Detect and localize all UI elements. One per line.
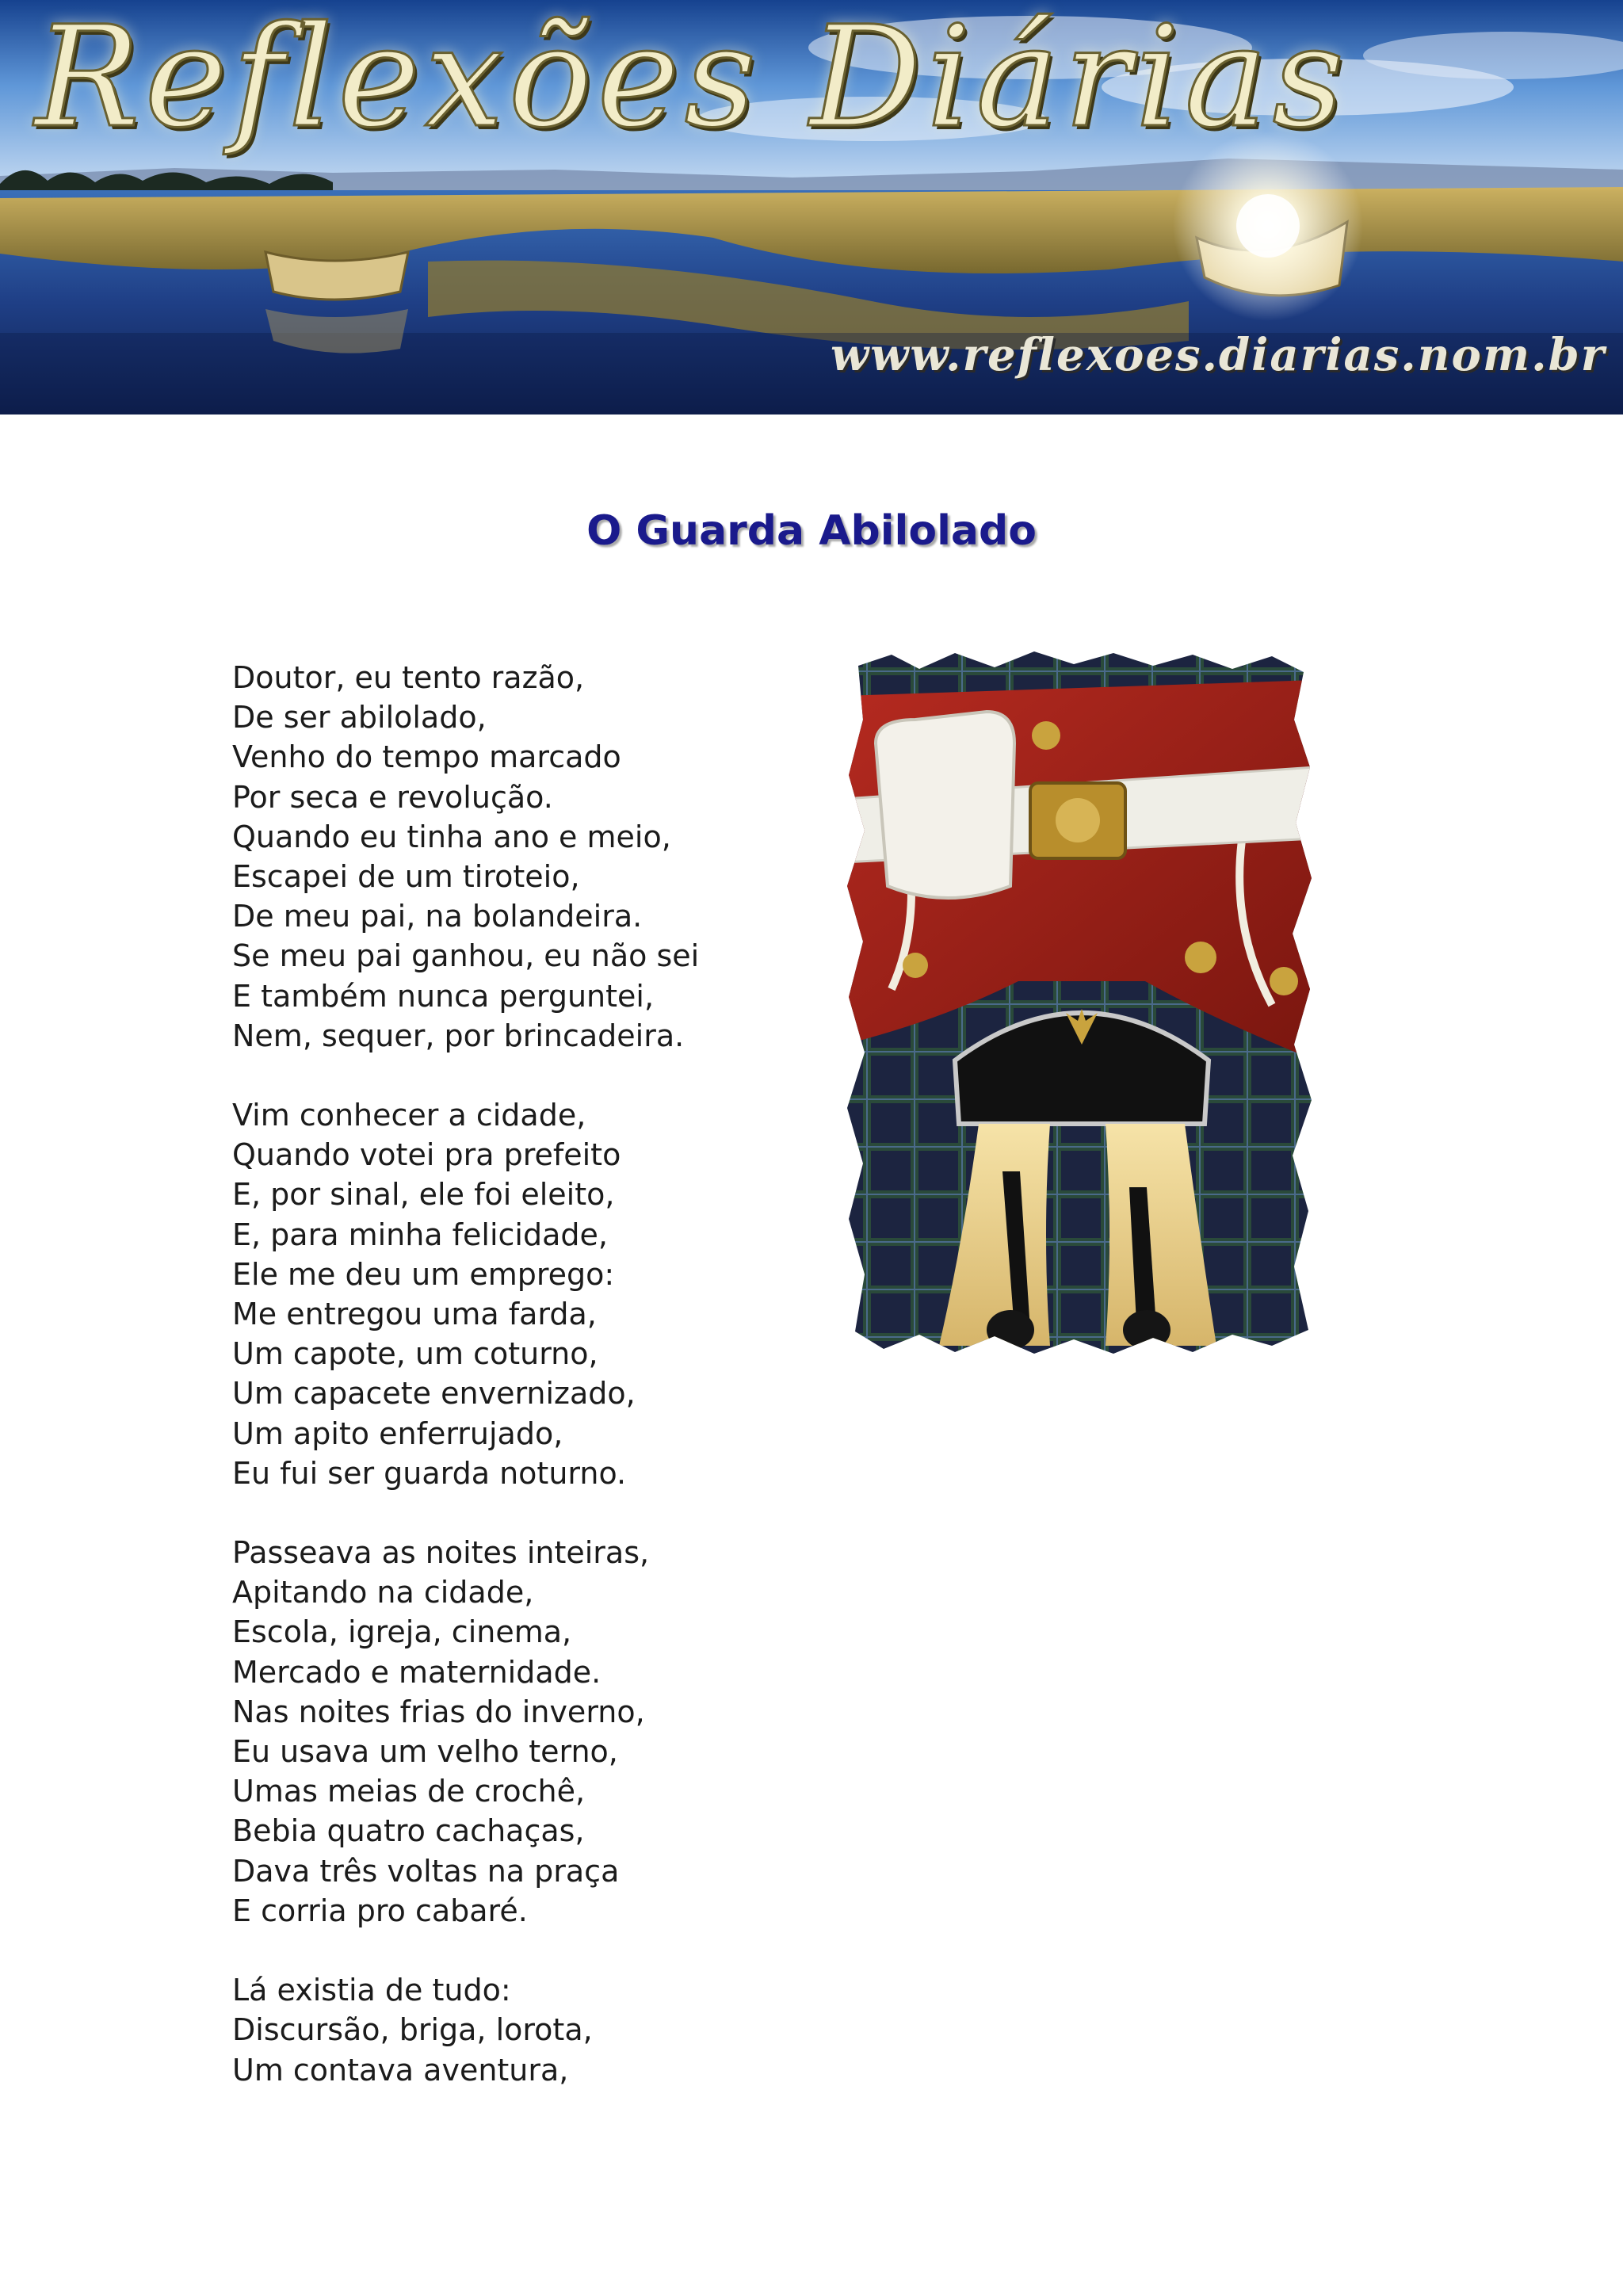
poem-line: Doutor, eu tento razão, [232,660,585,695]
poem-line: Vim conhecer a cidade, [232,1098,586,1133]
poem-line: Ele me deu um emprego: [232,1256,615,1292]
poem-line: E, por sinal, ele foi eleito, [232,1177,615,1213]
poem-line: De meu pai, na bolandeira. [232,899,643,934]
poem-line: De ser abilolado, [232,700,487,735]
poem-line: Bebia quatro cachaças, [232,1813,585,1849]
header-banner [0,0,1623,415]
poem-line: Um contava aventura, [232,2052,569,2088]
poem-line: Umas meias de crochê, [232,1774,586,1809]
poem-line: Nem, sequer, por brincadeira. [232,1018,685,1053]
poem-line: Mercado e maternidade. [232,1654,601,1690]
poem-line: Nas noites frias do inverno, [232,1694,645,1729]
poem-line: Um apito enferrujado, [232,1415,563,1451]
stanza [232,1533,866,1931]
stanza [232,1970,866,2090]
poem-line: Eu fui ser guarda noturno. [232,1455,627,1491]
banner-title: Reflexões Diárias [35,0,1349,159]
poem-line: Dava três voltas na praça [232,1853,620,1889]
poem-line: E também nunca perguntei, [232,978,655,1014]
guard-uniform-photo [844,648,1316,1358]
poem-line: Quando eu tinha ano e meio, [232,819,671,854]
poem-line: Eu usava um velho terno, [232,1734,618,1770]
poem-line: Venho do tempo marcado [232,739,621,775]
poem-line: Passeava as noites inteiras, [232,1535,650,1571]
poem-line: Escola, igreja, cinema, [232,1614,572,1650]
poem-line: Quando votei pra prefeito [232,1137,621,1173]
poem-line: Por seca e revolução. [232,779,553,815]
page-title: O Guarda Abilolado [586,507,1037,555]
poem-line: Um capote, um coturno, [232,1336,598,1372]
poem-line: E, para minha felicidade, [232,1217,608,1252]
poem-line: Discursão, briga, lorota, [232,2012,593,2048]
poem-line: Me entregou uma farda, [232,1297,597,1332]
poem-line: Um capacete envernizado, [232,1376,636,1412]
banner-url: www.reflexoes.diarias.nom.br [831,329,1606,381]
stanza [232,1095,866,1493]
poem-line: Se meu pai ganhou, eu não sei [232,938,700,974]
poem-body [232,658,866,2130]
poem-line: Lá existia de tudo: [232,1973,511,2008]
poem-line: E corria pro cabaré. [232,1893,528,1928]
poem-line: Apitando na cidade, [232,1575,534,1610]
stanza [232,658,866,1056]
poem-line: Escapei de um tiroteio, [232,859,580,895]
